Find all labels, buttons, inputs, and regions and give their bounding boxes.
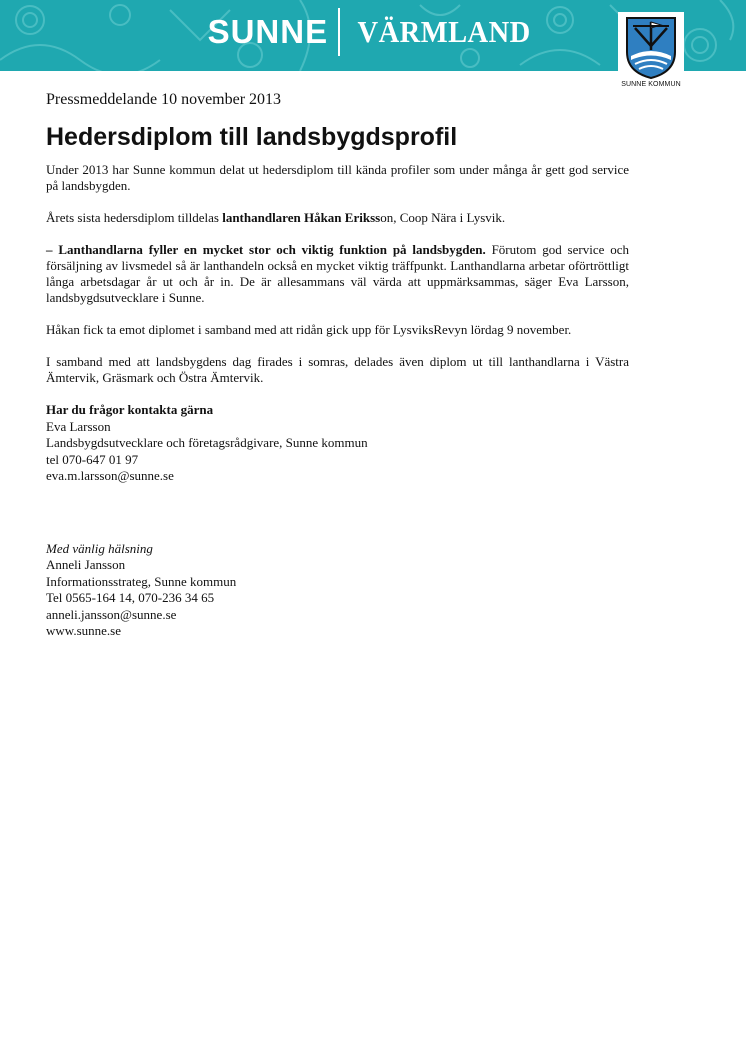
intro-paragraph: Under 2013 har Sunne kommun delat ut hedersdiplom till kända profiler som under många år gett god service på landsbygden.	[46, 162, 629, 193]
signoff-role: Informationsstrateg, Sunne kommun	[46, 573, 237, 589]
award-text-after: on, Coop Nära i Lysvik.	[380, 210, 506, 225]
brand-divider	[338, 8, 340, 56]
page-title: Hedersdiplom till landsbygdsprofil	[46, 123, 458, 151]
signoff-web: www.sunne.se	[46, 623, 121, 638]
signoff-name: Anneli Jansson	[46, 557, 126, 572]
brand-region: VÄRMLAND	[357, 13, 531, 49]
dateline: Pressmeddelande 10 november 2013	[46, 91, 282, 108]
quote-text: Förutom god service och försäljning av livsmedel så är lanthandeln också en mycket viktig träffpunkt. Lanthandlarna arbetar oförtröttligt långa arbetsdagar år ut och år in. De är allesammans väl värda att uppmärksammas, säger Eva Larsson, landsbygdsutvecklare i Sunne.	[46, 242, 629, 305]
signoff-greeting: Med vänlig hälsning	[46, 540, 153, 556]
contact-email: eva.m.larsson@sunne.se	[46, 468, 174, 483]
press-release-body	[46, 90, 629, 640]
contact-phone: tel 070-647 01 97	[46, 451, 139, 467]
coat-of-arms-icon	[625, 16, 677, 80]
contact-name: Eva Larsson	[46, 418, 111, 434]
logo-caption: SUNNE KOMMUN	[621, 81, 681, 88]
quote-paragraph	[46, 242, 629, 306]
ceremony-paragraph: Håkan fick ta emot diplomet i samband med att ridån gick upp för LysviksRevyn lördag 9 november.	[46, 322, 572, 337]
quote-lead: – Lanthandlarna fyller en mycket stor och viktig funktion på landsbygden.	[46, 242, 486, 257]
contact-role: Landsbygdsutvecklare och företagsrådgivare, Sunne kommun	[46, 435, 368, 450]
brand-city: SUNNE	[207, 12, 329, 50]
contact-heading: Har du frågor kontakta gärna	[46, 402, 214, 417]
signoff-email: anneli.jansson@sunne.se	[46, 606, 177, 622]
others-paragraph: I samband med att landsbygdens dag firades i somras, delades även diplom ut till lanthandlarna i Västra Ämtervik, Gräsmark och Östra Ämtervik.	[46, 354, 629, 385]
award-paragraph	[46, 210, 629, 226]
municipal-logo	[618, 12, 684, 96]
award-recipient: lanthandlaren Håkan Erikss	[222, 210, 381, 225]
signoff-phone: Tel 0565-164 14, 070-236 34 65	[46, 590, 215, 605]
contact-block	[46, 402, 629, 485]
signoff-block	[46, 541, 629, 640]
award-text-before: Årets sista hedersdiplom tilldelas	[46, 210, 223, 225]
